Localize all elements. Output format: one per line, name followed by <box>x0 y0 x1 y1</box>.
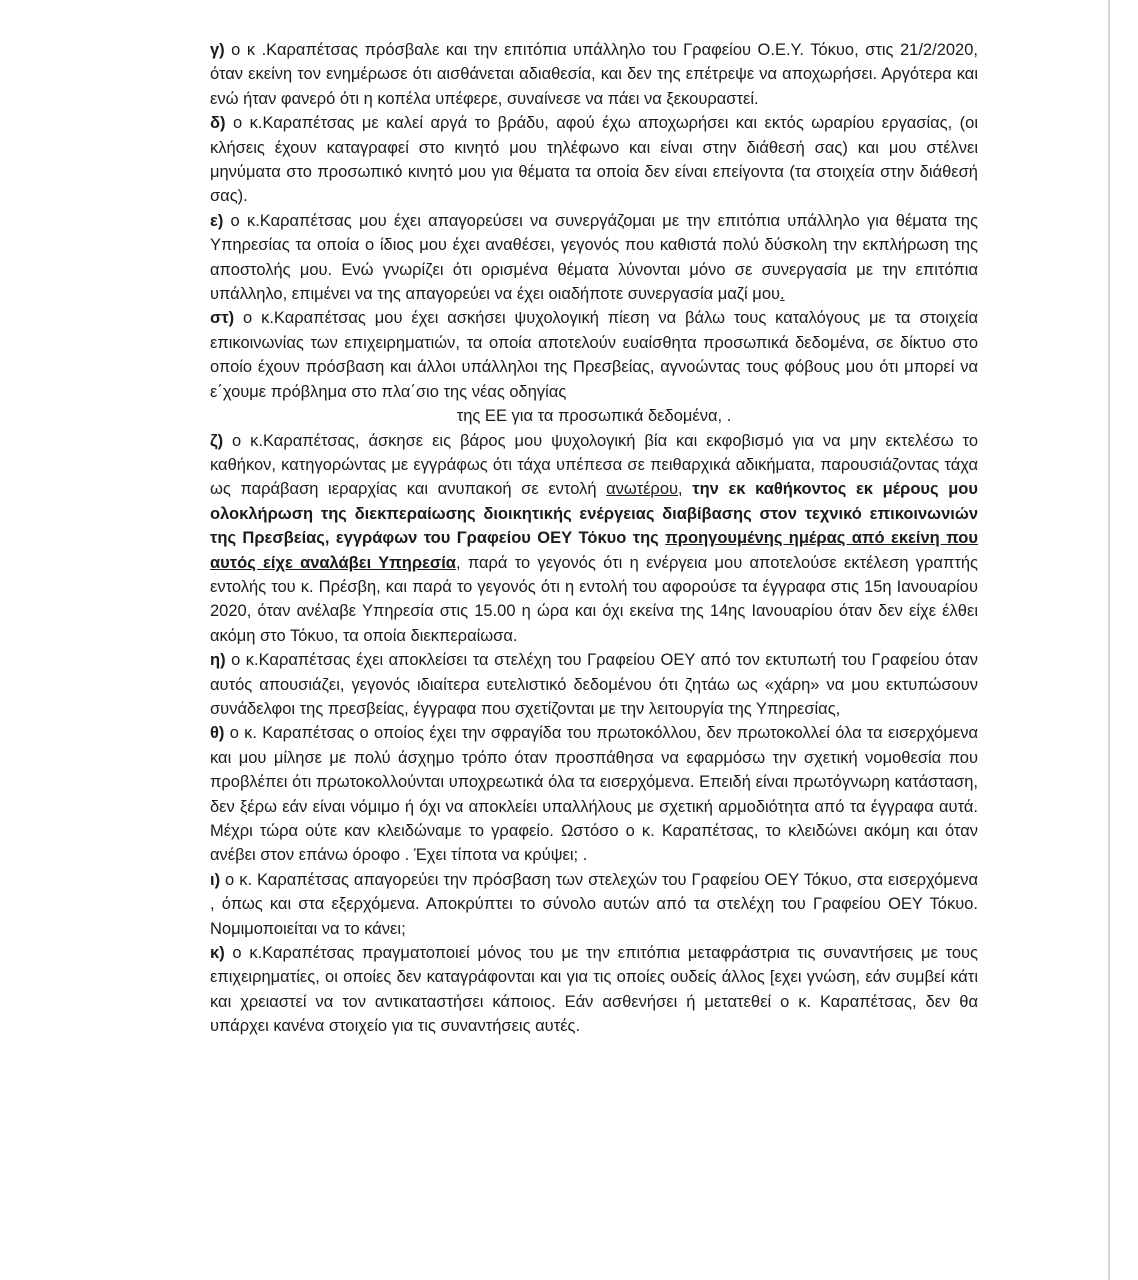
paragraph-marker: δ) <box>210 114 226 133</box>
paragraph-text: , παρά το γεγονός ότι η ενέργεια μου αποτελούσε εκτέλεση γραπτής εντολής του κ. Πρέσβη, και παρά το γεγονός ότι η εντολή του αφορούσε τα έγγραφα στις 15η Ιανουαρίου 2020, όταν ανέλαβε Υπηρεσία στις 15.00 η ώρα και όχι εκείνα της 14ης Ιανουαρίου όταν δεν είχε έλθει ακόμη στο Τόκυο, τα οποία διεκπεραίωσα. <box>210 553 978 645</box>
paragraph-marker: η) <box>210 651 226 670</box>
paragraph-marker: στ) <box>210 309 235 328</box>
paragraph-text-underlined: . <box>780 285 785 304</box>
paragraph-text: ο κ. Καραπέτσας ο οποίος έχει την σφραγίδα του πρωτοκόλλου, δεν πρωτοκολλεί όλα τα εισερχόμενα και μου μίλησε με πολύ άσχημο τρόπο όταν προσπάθησα να εφαρμόσω την σχετική νομοθεσία που προβλέπει ότι πρωτοκολλούνται υποχρεωτικά όλα τα εισερχόμενα. Επειδή είναι πρωτόγνωρη κατάσταση, δεν ξέρω εάν είναι νόμιμο ή όχι να αποκλείει υπαλλήλους με σχετική αρμοδιότητα από τα έγγραφα αυτά. Μέχρι τώρα ούτε καν κλειδώναμε το γραφείο. Ωστόσο ο κ. Καραπέτσας, το κλειδώνει ακόμη και όταν ανέβει στον επάνω όροφο . Έχει τίποτα να κρύψει; . <box>210 724 978 865</box>
page-edge <box>1108 0 1110 1280</box>
paragraph-theta <box>210 721 978 867</box>
paragraph-stigma-tail: της ΕΕ για τα προσωπικά δεδομένα, . <box>456 407 732 426</box>
paragraph-marker: γ) <box>210 41 225 59</box>
paragraph-text: ο κ.Καραπέτσας πραγματοποιεί μόνος του με την επιτόπια μεταφράστρια τις συναντήσεις με τους επιχειρηματίες, οι οποίες δεν καταγράφονται και για τις οποίες ουδείς άλλος [εχει γνώση, εάν συμβεί κάτι και χρειαστεί να τον αντικαταστήσει κάποιος. Εάν ασθενήσει ή μετατεθεί ο κ. Καραπέτσας, δεν θα υπάρχει κανένα στοιχείο για τις συναντήσεις αυτές. <box>210 944 978 1036</box>
paragraph-marker: ι) <box>210 870 221 889</box>
paragraph-zeta <box>210 429 978 649</box>
paragraph-marker: κ) <box>210 944 225 963</box>
paragraph-text-bold-underlined: προηγουμένης ημέρας από εκείνη που αυτός είχε αναλάβει Υπηρεσία <box>210 529 978 572</box>
paragraph-text: ο κ.Καραπέτσας, άσκησε εις βάρος μου ψυχολογική βία και εκφοβισμό για να μην εκτελέσω το καθήκον, κατηγορώντας με εγγράφως ότι τάχα υπέπεσα σε πειθαρχικά αδικήματα, παρουσιάζοντας τάχα ως παράβαση ιεραρχίας και ανυπακοή σε εντολή <box>210 431 978 499</box>
paragraph-iota <box>210 868 978 941</box>
paragraph-text-underlined: ανωτέρου, <box>606 480 683 499</box>
paragraph-marker: ζ) <box>210 431 224 450</box>
paragraph-gamma <box>210 38 978 111</box>
paragraph-text: ο κ.Καραπέτσας μου έχει ασκήσει ψυχολογική πίεση να βάλω τους καταλόγους με τα στοιχεία επικοινωνίας των επιχειρηματιών, τα οποία αποτελούν ευαίσθητα προσωπικά δεδομένα, σε δίκτυο στο οποίο έχουν πρόσβαση και άλλοι υπάλληλοι της Πρεσβείας, αγνοώντας τους φόβους μου ότι μπορεί να ε΄χουμε πρόβλημα στο πλα΄σιο της νέας οδηγίας <box>210 309 978 401</box>
paragraph-eta <box>210 648 978 721</box>
paragraph-stigma <box>210 306 978 404</box>
paragraph-text-bold: την εκ καθήκοντος εκ μέρους μου ολοκλήρωση της διεκπεραίωσης διοικητικής ενέργειας διαβίβασης στον τεχνικό επικοινωνιών της Πρεσβείας, εγγράφων του Γραφείου ΟΕΥ Τόκυο της <box>210 480 978 548</box>
paragraph-marker: ε) <box>210 211 224 230</box>
paragraph-text: ο κ.Καραπέτσας έχει αποκλείσει τα στελέχη του Γραφείου ΟΕΥ από τον εκτυπωτή του Γραφείου όταν αυτός απουσιάζει, γεγονός ιδιαίτερα ευτελιστικό δεδομένου ότι ζητάω ως «χάρη» να μου εκτυπώσουν συνάδελφοι της πρεσβείας, έγγραφα που σχετίζονται με την λειτουργία της Υπηρεσίας, <box>210 651 978 718</box>
paragraph-marker: θ) <box>210 724 225 743</box>
paragraph-text: ο κ.Καραπέτσας με καλεί αργά το βράδυ, αφού έχω αποχωρήσει και εκτός ωραρίου εργασίας, (οι κλήσεις έχουν καταγραφεί στο κινητό μου τηλέφωνο και είναι στην διάθεσή σας) και μου στέλνει μηνύματα στο προσωπικό κινητό μου για θέματα τα οποία δεν είναι επείγοντα (τα στοιχεία στην διάθεσή σας). <box>210 114 978 206</box>
paragraph-text: ο κ. Καραπέτσας απαγορεύει την πρόσβαση των στελεχών του Γραφείου ΟΕΥ Τόκυο, στα εισερχόμενα , όπως και στα εξερχόμενα. Αποκρύπτει το σύνολο αυτών από τα στελέχη του Γραφείου ΟΕΥ Τόκυο. Νομιμοποιείται να το κάνει; <box>210 870 978 938</box>
paragraph-epsilon <box>210 209 978 307</box>
paragraph-kappa <box>210 941 978 1039</box>
paragraph-delta <box>210 111 978 209</box>
paragraph-text: ο κ.Καραπέτσας μου έχει απαγορεύσει να συνεργάζομαι με την επιτόπια υπάλληλο για θέματα της Υπηρεσίας τα οποία ο ίδιος μου έχει αναθέσει, γεγονός που καθιστά πολύ δύσκολη την εκπλήρωση της αποστολής μου. Ενώ γνωρίζει ότι ορισμένα θέματα λύνονται μόνο σε συνεργασία με την επιτόπια υπάλληλο, επιμένει να της απαγορεύει να έχει οιαδήποτε συνεργασία μαζί μου <box>210 211 978 304</box>
document-body <box>210 38 978 1039</box>
paragraph-text: ο κ .Καραπέτσας πρόσβαλε και την επιτόπια υπάλληλο του Γραφείου Ο.Ε.Υ. Τόκυο, στις 21/2/2020, όταν εκείνη τον ενημέρωσε ότι αισθάνεται αδιαθεσία, και δεν της επέτρεψε να αποχωρήσει. Αργότερα και ενώ ήταν φανερό ότι η κοπέλα υπέφερε, συναίνεσε να πάει να ξεκουραστεί. <box>210 41 978 108</box>
